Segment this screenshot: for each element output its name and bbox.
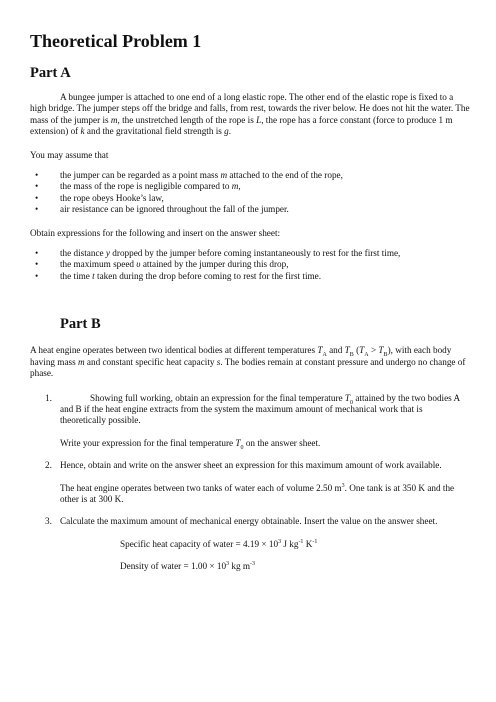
page-title: Theoretical Problem 1 [30, 31, 202, 51]
obtain-lead: Obtain expressions for the following and insert on the answer sheet: [30, 227, 281, 238]
list-item: • the jumper can be regarded as a point mass m attached to the end of the rope, [30, 170, 470, 181]
part-b-intro: A heat engine operates between two identical bodies at different temperatures $T_A$ and $T_B$ $(T_A > T_B)$, with each body having mass m and constant specific heat capacity s. The bodies remain at constant pressure and undergo no change of phase. [30, 345, 466, 379]
part-b-heading: Part B [60, 316, 101, 333]
part-a-heading: Part A [30, 65, 71, 81]
part-a-intro: A bungee jumper is attached to one end of a long elastic rope. The other end of the elastic rope is fixed to a high bridge. The jumper steps off the bridge and falls, from rest, towards the river below. He does not hit the water. The mass of the jumper is m, the unstretched length of the rope is L, the rope has a force constant (force to produce 1 m extension) of k and the gravitational field strength is g. [30, 92, 470, 137]
list-item: • air resistance can be ignored throughout the fall of the jumper. [30, 204, 470, 215]
density-line: Density of water = $1.00 \times 10^3$ kg $m^{-3}$ [120, 561, 255, 572]
list-item: • the distance y dropped by the jumper before coming instantaneously to rest for the first time, [30, 248, 470, 259]
document-page [30, 30, 470, 573]
question-number: 3. [45, 516, 52, 527]
obtain-list [30, 248, 470, 282]
assume-lead: You may assume that [30, 149, 109, 160]
list-item: • the time t taken during the drop before coming to rest for the first time. [30, 271, 470, 282]
specific-heat-line: Specific heat capacity of water = $4.19 \times 10^3$ J $kg^{-1}$ $K^{-1}$ [120, 538, 318, 549]
question-1 [30, 393, 470, 450]
assumptions-list [30, 170, 470, 216]
list-item: • the rope obeys Hooke’s law, [30, 193, 470, 204]
question-instruction: Write your expression for the final temperature $T_0$ on the answer sheet. [60, 437, 321, 451]
question-2 [30, 460, 470, 505]
question-text: Calculate the maximum amount of mechanical energy obtainable. Insert the value on the answer sheet. [60, 516, 438, 527]
question-text: Showing full working, obtain an expression for the final temperature $T_0$ attained by the two bodies A and B if the heat engine extracts from the system the maximum amount of mechanical work that is theoretically possible. [60, 392, 460, 426]
question-number: 2. [45, 460, 52, 471]
question-text: Hence, obtain and write on the answer sheet an expression for this maximum amount of work available. [60, 460, 442, 471]
question-number: 1. [45, 392, 52, 403]
list-item: • the maximum speed υ attained by the jumper during this drop, [30, 259, 470, 270]
list-item: • the mass of the rope is negligible compared to m, [30, 181, 470, 192]
question-detail: The heat engine operates between two tanks of water each of volume 2.50 $m^3$. One tank is at 350 K and the other is at 300 K. [60, 482, 455, 504]
question-3 [30, 516, 470, 572]
